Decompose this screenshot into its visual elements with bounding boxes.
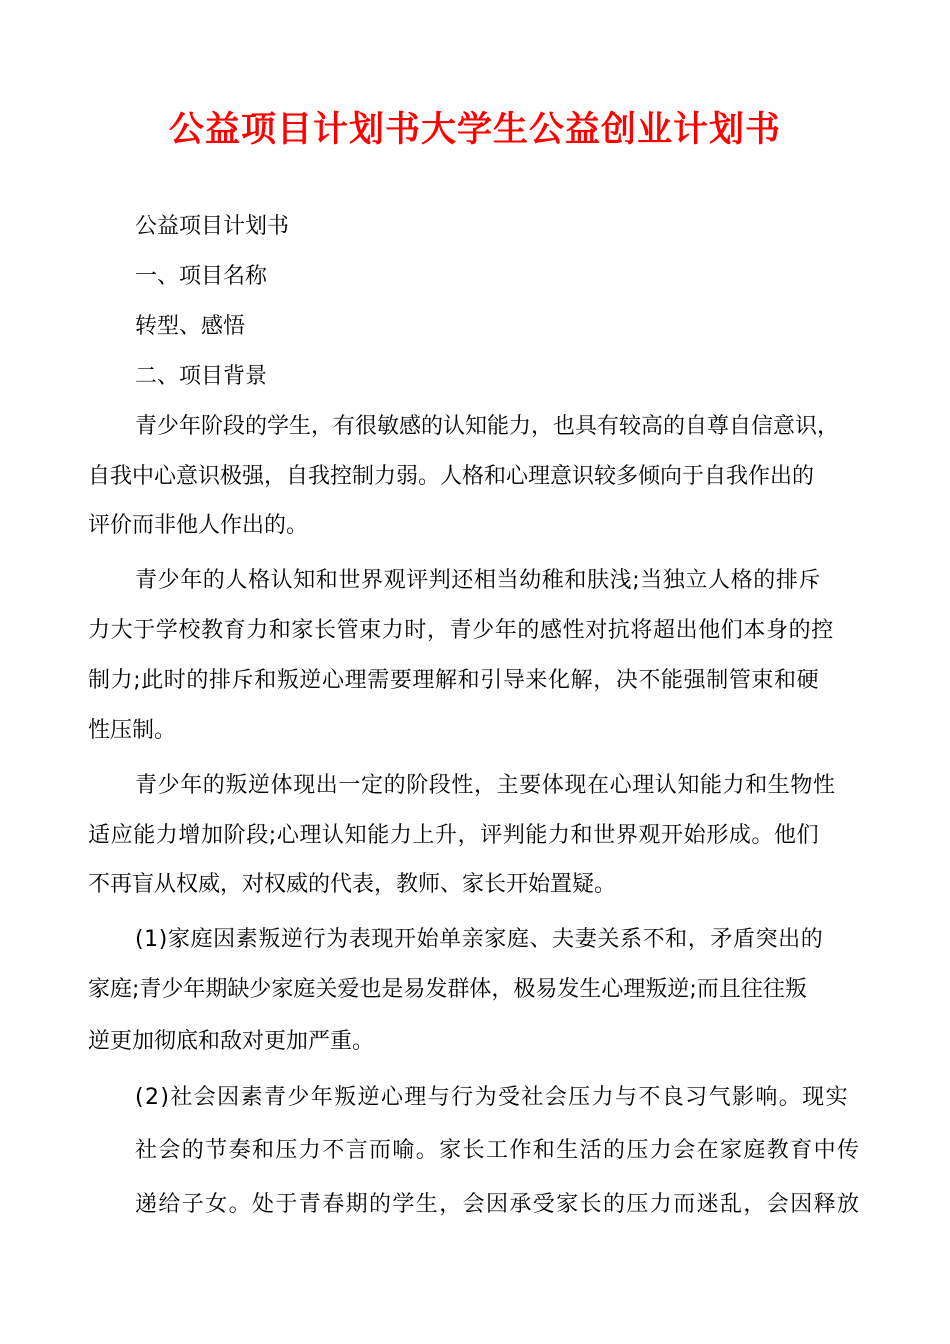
paragraph-line: 评价而非他人作出的。 [88, 513, 309, 538]
paragraph-line: 性压制。 [88, 718, 177, 743]
section-heading-2: 二、项目背景 [135, 364, 268, 389]
paragraph-line: 不再盲从权威，对权威的代表，教师、家长开始置疑。 [88, 872, 617, 897]
paragraph-line: 递给子女。处于青春期的学生，会因承受家长的压力而迷乱，会因释放 [135, 1192, 861, 1217]
paragraph-line: 制力;此时的排斥和叛逆心理需要理解和引导来化解，决不能强制管束和硬 [88, 668, 820, 693]
paragraph-line: (1)家庭因素叛逆行为表现开始单亲家庭、夫妻关系不和，矛盾突出的 [135, 927, 824, 952]
paragraph-line: 青少年阶段的学生，有很敏感的认知能力，也具有较高的自尊自信意识， [135, 414, 840, 439]
paragraph-line: 家庭;青少年期缺少家庭关爱也是易发群体，极易发生心理叛逆;而且往往叛 [88, 977, 807, 1002]
paragraph-line: (2)社会因素青少年叛逆心理与行为受社会压力与不良习气影响。现实 [135, 1085, 849, 1110]
section-heading-1: 一、项目名称 [135, 264, 268, 289]
project-name-line: 转型、感悟 [135, 314, 246, 339]
document-title: 公益项目计划书大学生公益创业计划书 [168, 110, 781, 150]
paragraph-line: 逆更加彻底和敌对更加严重。 [88, 1029, 375, 1054]
paragraph-line: 适应能力增加阶段;心理认知能力上升，评判能力和世界观开始形成。他们 [88, 823, 820, 848]
subtitle-line: 公益项目计划书 [135, 214, 290, 239]
paragraph-line: 力大于学校教育力和家长管束力时，青少年的感性对抗将超出他们本身的控 [88, 618, 834, 643]
paragraph-line: 社会的节奏和压力不言而喻。家长工作和生活的压力会在家庭教育中传 [135, 1138, 861, 1163]
paragraph-line: 青少年的叛逆体现出一定的阶段性，主要体现在心理认知能力和生物性 [135, 773, 836, 798]
paragraph-line: 自我中心意识极强，自我控制力弱。人格和心理意识较多倾向于自我作出的 [88, 464, 815, 489]
paragraph-line: 青少年的人格认知和世界观评判还相当幼稚和肤浅;当独立人格的排斥 [135, 568, 822, 593]
